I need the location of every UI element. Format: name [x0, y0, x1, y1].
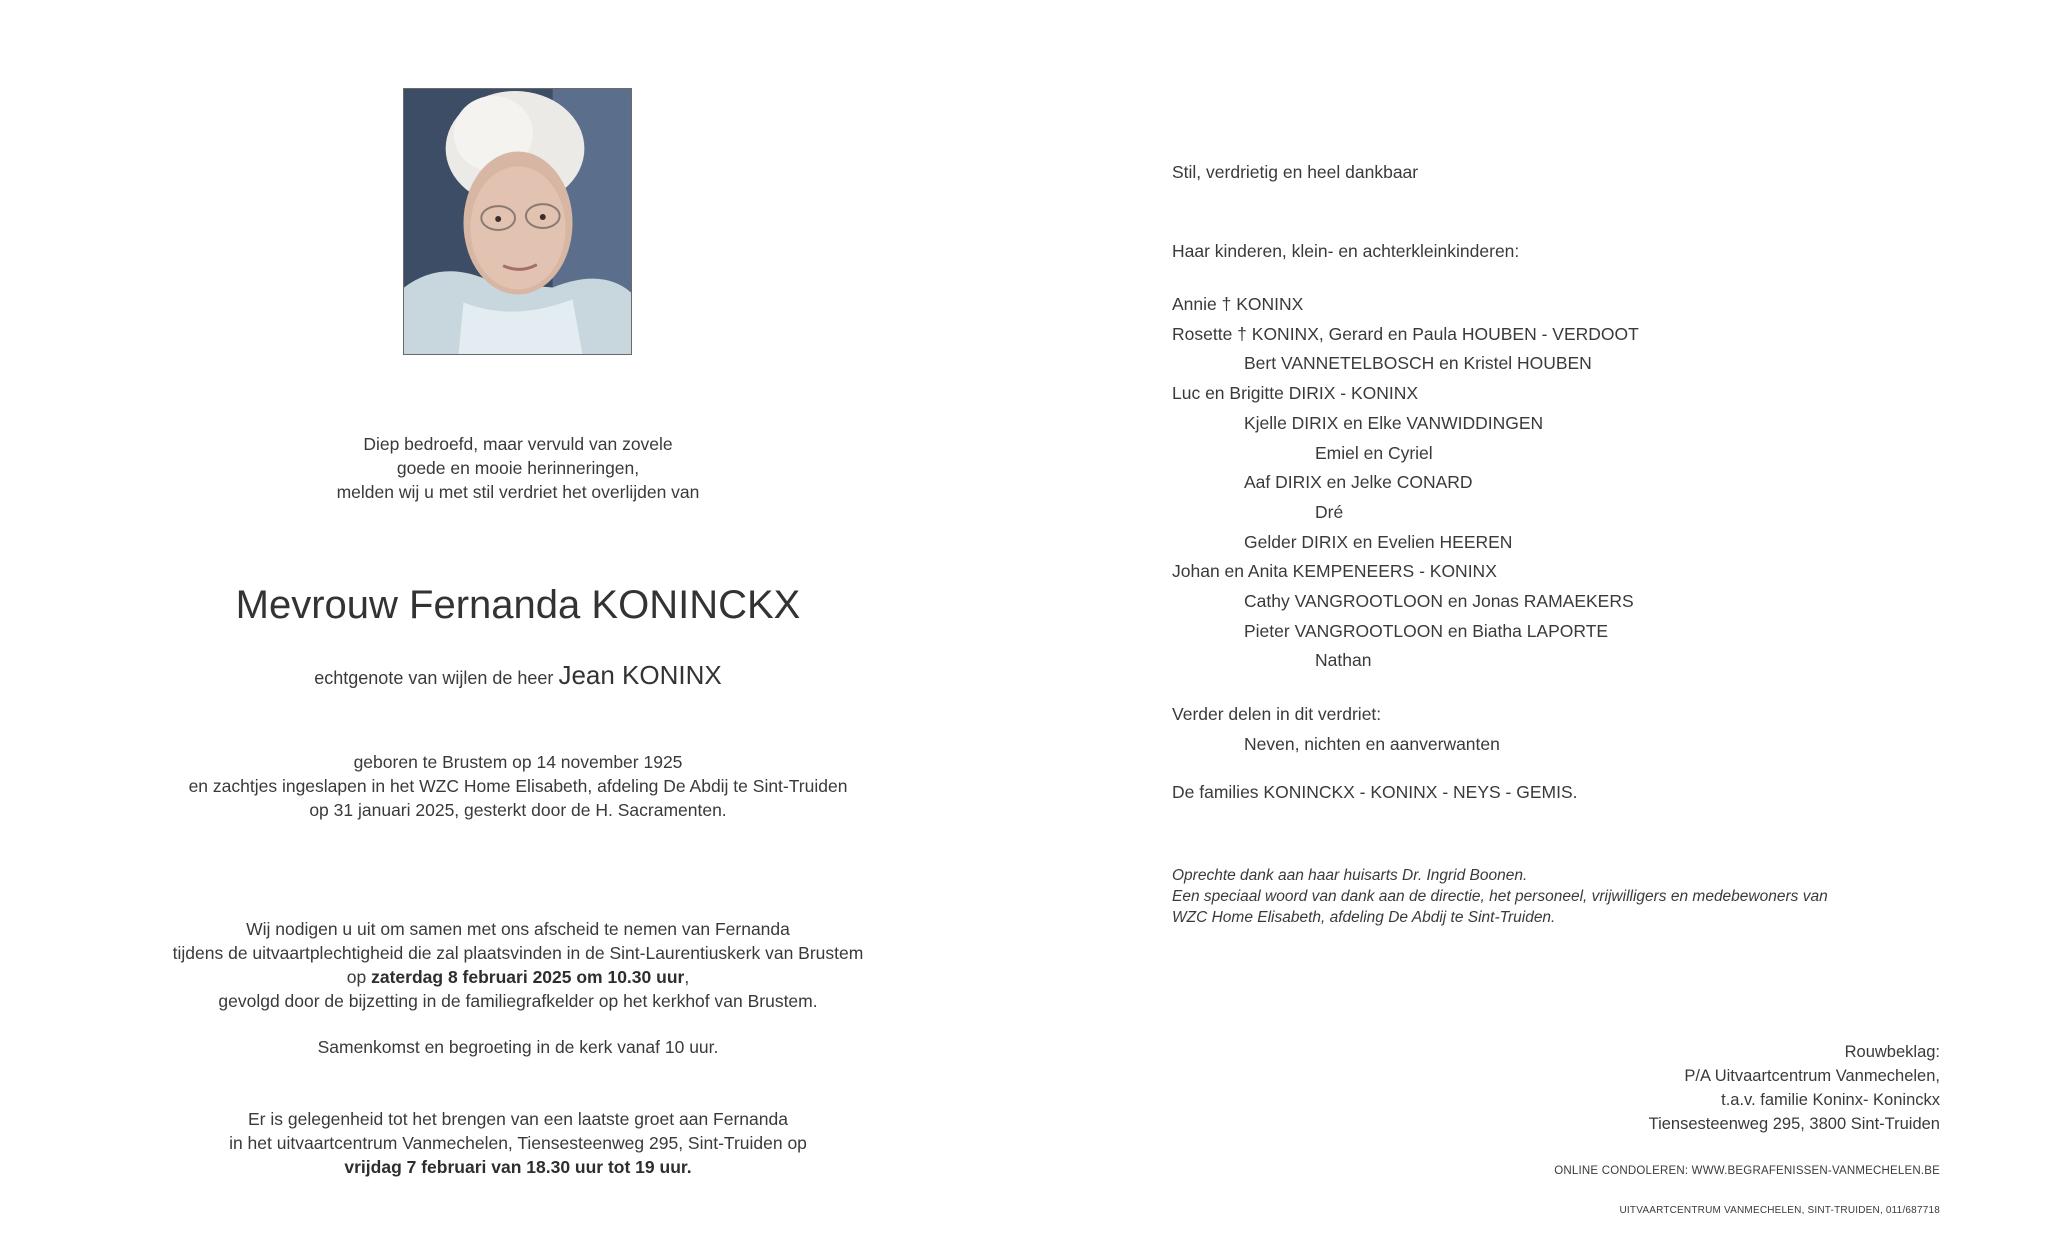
family-member: Cathy VANGROOTLOON en Jonas RAMAEKERS	[1244, 591, 1634, 612]
spouse-name: Jean KONINX	[558, 660, 722, 690]
family-member: Annie † KONINX	[1172, 294, 1304, 314]
address-line: P/A Uitvaartcentrum Vanmechelen,	[1684, 1067, 1940, 1085]
invite-line: gevolgd door de bijzetting in de familiegrafkelder op het kerkhof van Brustem.	[218, 991, 818, 1011]
funeral-invitation	[150, 917, 886, 1013]
spouse-line	[150, 660, 886, 693]
funeral-datetime: zaterdag 8 februari 2025 om 10.30 uur	[371, 967, 685, 987]
visit-line: in het uitvaartcentrum Vanmechelen, Tiensesteenweg 295, Sint-Truiden op	[229, 1133, 807, 1153]
thanks-line: WZC Home Elisabeth, afdeling De Abdij te Sint-Truiden.	[1172, 909, 1556, 926]
address-line: Tiensesteenweg 295, 3800 Sint-Truiden	[1648, 1115, 1940, 1133]
intro-line: melden wij u met stil verdriet het overlijden van	[336, 482, 700, 502]
spouse-prefix: echtgenote van wijlen de heer	[314, 668, 554, 688]
visit-line: Er is gelegenheid tot het brengen van een laatste groet aan Fernanda	[248, 1109, 788, 1129]
address-line: Rouwbeklag:	[1844, 1043, 1940, 1061]
portrait-photo	[403, 88, 632, 355]
footer-text: UITVAARTCENTRUM VANMECHELEN, SINT-TRUIDEN, 011/687718	[1619, 1205, 1940, 1216]
family-heading: Haar kinderen, klein- en achterkleinkinderen:	[1172, 241, 1520, 261]
family-member: Luc en Brigitte DIRIX - KONINX	[1172, 383, 1419, 404]
family-member: Dré	[1315, 501, 1344, 522]
family-member: Nathan	[1315, 650, 1372, 671]
family-member: Gelder DIRIX en Evelien HEEREN	[1244, 531, 1513, 552]
thanks-line: Oprechte dank aan haar huisarts Dr. Ingrid Boonen.	[1172, 867, 1528, 884]
visit-time	[150, 1155, 886, 1179]
family-member: Bert VANNETELBOSCH en Kristel HOUBEN	[1244, 353, 1592, 374]
portrait-image	[404, 89, 631, 354]
intro-text	[150, 432, 886, 504]
family-member: Aaf DIRIX en Jelke CONARD	[1244, 472, 1473, 493]
others-heading: Verder delen in dit verdriet:	[1172, 704, 1382, 724]
family-member: Johan en Anita KEMPENEERS - KONINX	[1172, 561, 1497, 582]
intro-line: goede en mooie herinneringen,	[396, 458, 640, 478]
invite-suffix: ,	[684, 967, 690, 987]
deceased-name: Mevrouw Fernanda KONINCKX	[235, 583, 801, 627]
family-member: Pieter VANGROOTLOON en Biatha LAPORTE	[1244, 620, 1609, 641]
address-line: t.a.v. familie Koninx- Koninckx	[1721, 1091, 1940, 1109]
online-condolences-link[interactable]: ONLINE CONDOLEREN: WWW.BEGRAFENISSEN-VANMECHELEN.BE	[1554, 1165, 1940, 1177]
opening-line: Stil, verdrietig en heel dankbaar	[1172, 162, 1419, 182]
invite-line: Wij nodigen u uit om samen met ons afscheid te nemen van Fernanda	[246, 919, 790, 939]
family-member: Rosette † KONINX, Gerard en Paula HOUBEN - VERDOOT	[1172, 323, 1639, 344]
birth-death-info	[150, 750, 886, 822]
family-list	[1172, 290, 1639, 676]
visit-time-bold: vrijdag 7 februari van 18.30 uur tot 19 uur.	[344, 1157, 692, 1177]
birth-line: op 31 januari 2025, gesterkt door de H. Sacramenten.	[309, 800, 727, 820]
birth-line: geboren te Brustem op 14 november 1925	[353, 752, 683, 772]
invite-prefix: op	[346, 967, 367, 987]
gathering-text: Samenkomst en begroeting in de kerk vanaf 10 uur.	[317, 1037, 719, 1057]
visitation-info	[150, 1107, 886, 1179]
intro-line: Diep bedroefd, maar vervuld van zovele	[363, 434, 673, 454]
invite-line: tijdens de uitvaartplechtigheid die zal plaatsvinden in de Sint-Laurentiuskerk van Brustem	[172, 943, 864, 963]
thanks-line: Een speciaal woord van dank aan de directie, het personeel, vrijwilligers en medebewoners van	[1172, 888, 1828, 905]
condolence-address	[1500, 1040, 1940, 1136]
birth-line: en zachtjes ingeslapen in het WZC Home Elisabeth, afdeling De Abdij te Sint-Truiden	[188, 776, 848, 796]
others-list: Neven, nichten en aanverwanten	[1244, 734, 1500, 754]
thanks-text	[1172, 865, 1932, 928]
family-member: Emiel en Cyriel	[1315, 442, 1433, 463]
family-member: Kjelle DIRIX en Elke VANWIDDINGEN	[1244, 412, 1544, 433]
families-line: De families KONINCKX - KONINX - NEYS - GEMIS.	[1172, 782, 1578, 802]
invite-date-line	[150, 965, 886, 989]
